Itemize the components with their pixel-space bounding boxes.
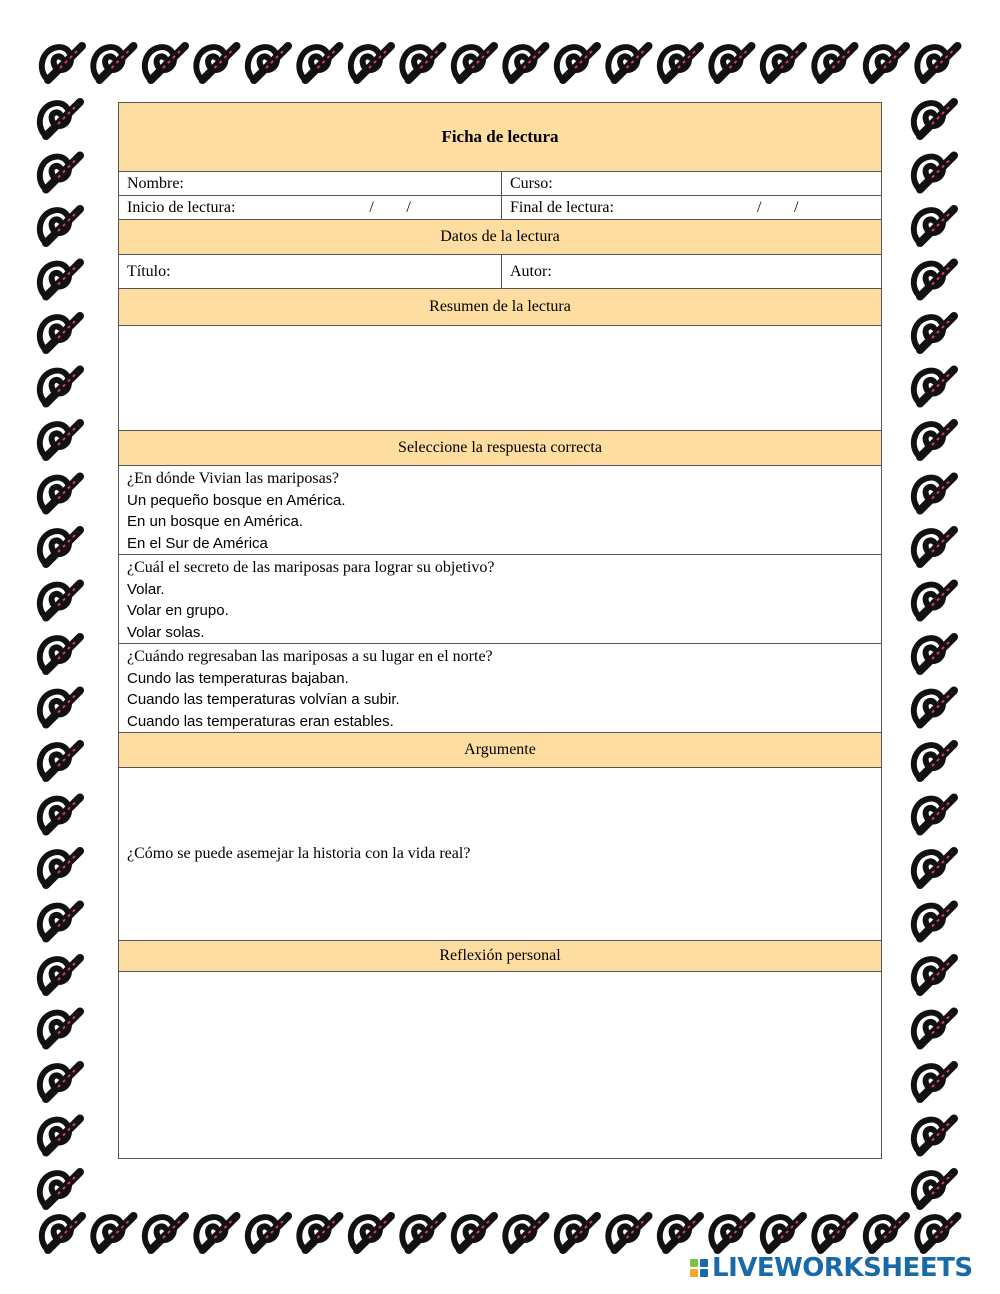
course-label: Curso: [510,174,553,192]
reflection-header: Reflexión personal [119,941,882,972]
answer-option[interactable]: En el Sur de América [127,534,268,552]
question-text: ¿Cuándo regresaban las mariposas a su lugar en el norte? [127,648,493,665]
swirl-ornament [917,46,957,80]
swirl-ornament [914,209,954,243]
swirl-ornament [145,1216,185,1250]
swirl-ornament [914,637,954,671]
swirl-ornament [914,905,954,939]
swirl-ornament [299,46,339,80]
swirl-ornament [914,1065,954,1099]
answer-option[interactable]: Volar en grupo. [127,602,229,619]
reading-worksheet-table [118,102,882,1159]
answer-option[interactable]: En un bosque en América. [127,513,303,530]
swirl-ornament [299,1216,339,1250]
swirl-ornament [814,46,854,80]
question-block-1 [119,466,882,555]
swirl-ornament [914,798,954,832]
swirl-ornament [42,1216,82,1250]
reflection-answer-area[interactable] [119,972,882,1159]
swirl-ornament [711,1216,751,1250]
swirl-ornament [248,46,288,80]
start-date-field[interactable] [119,196,502,220]
swirl-ornament [763,1216,803,1250]
question-block-3 [119,644,882,733]
argue-question: ¿Cómo se puede asemejar la historia con la vida real? [127,845,471,862]
swirl-ornament [914,1119,954,1153]
date-separator: / [793,198,799,216]
answer-option[interactable]: Volar solas. [127,623,205,641]
swirl-ornament [40,905,80,939]
argue-answer-area[interactable] [119,768,882,941]
question-text: ¿En dónde Vivian las mariposas? [127,470,340,487]
swirl-ornament [914,156,954,190]
summary-answer-area[interactable] [119,326,882,431]
date-separator: / [369,198,374,216]
swirl-ornament [40,209,80,243]
end-date-label: Final de lectura: [510,198,614,216]
title-field[interactable] [119,255,502,289]
worksheet-title: Ficha de lectura [119,103,882,172]
swirl-ornament [196,1216,236,1250]
swirl-ornament [914,691,954,725]
answer-option[interactable]: Cuando las temperaturas volvían a subir. [127,691,400,708]
swirl-ornament [814,1216,854,1250]
swirl-ornament [40,744,80,778]
swirl-ornament [402,46,442,80]
question-text: ¿Cuál el secreto de las mariposas para lograr su objetivo? [127,559,495,576]
swirl-ornament [557,1216,597,1250]
swirl-ornament [248,1216,288,1250]
swirl-ornament [608,46,648,80]
date-separator: / [406,198,411,216]
swirl-ornament [454,1216,494,1250]
date-separator: / [756,198,762,216]
question-block-2 [119,555,882,644]
answer-option[interactable]: Un pequeño bosque en América. [127,491,346,509]
swirl-ornament [40,691,80,725]
swirl-ornament [914,477,954,511]
swirl-ornament [40,958,80,992]
swirl-ornament [917,1216,957,1250]
swirl-ornament [914,958,954,992]
start-date-label: Inicio de lectura: [127,198,236,216]
swirl-ornament [42,46,82,80]
swirl-ornament [40,102,80,136]
liveworksheets-logo[interactable] [690,1252,973,1284]
author-label: Autor: [510,262,552,280]
swirl-ornament [40,637,80,671]
course-field[interactable] [502,172,882,196]
swirl-ornament [40,530,80,564]
swirl-ornament [40,1172,80,1206]
swirl-ornament [40,156,80,190]
swirl-ornament [40,316,80,350]
swirl-ornament [914,263,954,297]
brand-name: LIVEWORKSHEETS [712,1253,973,1283]
swirl-ornament [40,370,80,404]
swirl-ornament [914,102,954,136]
swirl-ornament [505,46,545,80]
swirl-ornament [93,46,133,80]
select-answer-header: Seleccione la respuesta correcta [119,431,882,466]
answer-option[interactable]: Cuando las temperaturas eran estables. [127,712,394,730]
author-field[interactable] [502,255,882,289]
swirl-ornament [914,851,954,885]
name-label: Nombre: [127,174,184,192]
summary-header: Resumen de la lectura [119,289,882,326]
swirl-ornament [40,1012,80,1046]
swirl-ornament [914,584,954,618]
swirl-ornament [351,46,391,80]
answer-option[interactable]: Cundo las temperaturas bajaban. [127,669,349,687]
swirl-ornament [914,1012,954,1046]
swirl-ornament [914,316,954,350]
swirl-ornament [93,1216,133,1250]
swirl-ornament [914,744,954,778]
swirl-ornament [914,530,954,564]
swirl-ornament [763,46,803,80]
swirl-ornament [866,1216,906,1250]
swirl-ornament [145,46,185,80]
swirl-ornament [40,798,80,832]
liveworksheets-logo-icon [690,1259,708,1277]
swirl-ornament [351,1216,391,1250]
swirl-ornament [40,423,80,457]
name-field[interactable] [119,172,502,196]
swirl-ornament [660,46,700,80]
swirl-ornament [557,46,597,80]
swirl-ornament [40,477,80,511]
reading-data-header: Datos de la lectura [119,220,882,255]
swirl-ornament [40,584,80,618]
swirl-ornament [402,1216,442,1250]
swirl-ornament [914,370,954,404]
swirl-ornament [196,46,236,80]
swirl-ornament [40,851,80,885]
swirl-ornament [914,423,954,457]
swirl-ornament [660,1216,700,1250]
swirl-ornament [40,1119,80,1153]
swirl-ornament [40,1065,80,1099]
swirl-ornament [914,1172,954,1206]
swirl-ornament [608,1216,648,1250]
swirl-ornament [505,1216,545,1250]
end-date-field[interactable] [502,196,882,220]
swirl-ornament [40,263,80,297]
swirl-ornament [866,46,906,80]
argue-header: Argumente [119,733,882,768]
title-label: Título: [127,262,171,280]
answer-option[interactable]: Volar. [127,580,165,598]
swirl-ornament [711,46,751,80]
swirl-ornament [454,46,494,80]
